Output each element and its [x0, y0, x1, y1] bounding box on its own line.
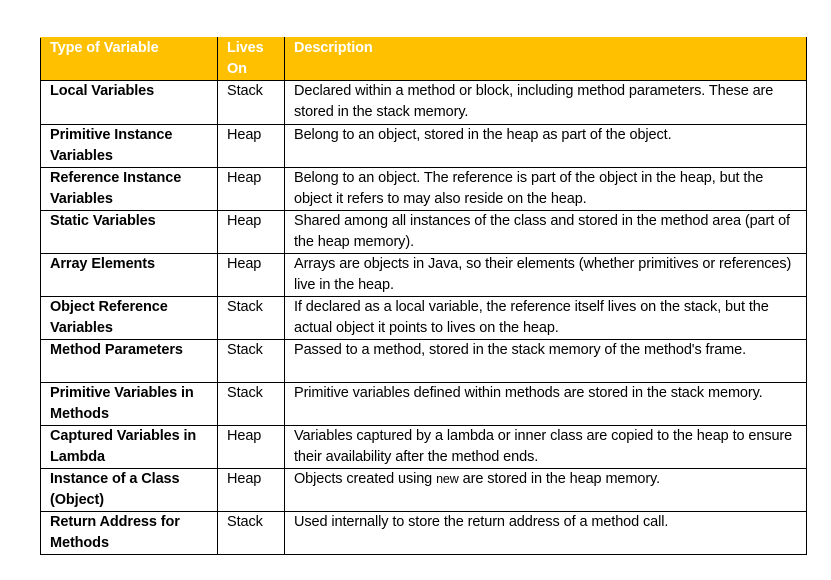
column-header-lives-on: Lives On	[218, 38, 285, 81]
lives-on-cell: Stack	[218, 383, 285, 426]
variable-type-cell: Instance of a Class (Object)	[41, 469, 218, 512]
table-header-row	[41, 38, 807, 81]
lives-on-cell: Heap	[218, 168, 285, 211]
lives-on-cell: Heap	[218, 426, 285, 469]
description-text: are stored in the heap memory.	[458, 471, 661, 487]
description-cell: Variables captured by a lambda or inner class are copied to the heap to ensure their availability after the method ends.	[285, 426, 807, 469]
description-cell: If declared as a local variable, the reference itself lives on the stack, but the actual object it points to lives on the heap.	[285, 297, 807, 340]
lives-on-cell: Stack	[218, 512, 285, 555]
lives-on-cell: Heap	[218, 125, 285, 168]
variable-type-cell: Method Parameters	[41, 340, 218, 383]
description-cell	[285, 469, 807, 512]
variable-type-cell: Return Address for Methods	[41, 512, 218, 555]
description-cell: Arrays are objects in Java, so their elements (whether primitives or references) live in the heap.	[285, 254, 807, 297]
description-cell: Belong to an object. The reference is part of the object in the heap, but the object it refers to may also reside on the heap.	[285, 168, 807, 211]
column-header-type: Type of Variable	[41, 38, 218, 81]
table-row	[41, 512, 807, 555]
variable-type-cell: Local Variables	[41, 81, 218, 125]
lives-on-cell: Stack	[218, 340, 285, 383]
variable-type-cell: Primitive Instance Variables	[41, 125, 218, 168]
variable-type-cell: Primitive Variables in Methods	[41, 383, 218, 426]
table-row	[41, 469, 807, 512]
column-header-description: Description	[285, 38, 807, 81]
variable-type-cell: Array Elements	[41, 254, 218, 297]
lives-on-cell: Heap	[218, 211, 285, 254]
description-cell: Used internally to store the return address of a method call.	[285, 512, 807, 555]
description-cell: Belong to an object, stored in the heap as part of the object.	[285, 125, 807, 168]
new-keyword: new	[436, 472, 459, 486]
description-cell: Passed to a method, stored in the stack memory of the method's frame.	[285, 340, 807, 383]
variable-storage-table	[40, 37, 807, 555]
description-cell: Declared within a method or block, including method parameters. These are stored in the stack memory.	[285, 81, 807, 125]
description-cell: Shared among all instances of the class and stored in the method area (part of the heap memory).	[285, 211, 807, 254]
table-row	[41, 383, 807, 426]
variable-storage-table-container	[40, 37, 807, 555]
table-row	[41, 340, 807, 383]
table-row	[41, 125, 807, 168]
description-text: Objects created using	[294, 471, 437, 487]
table-row	[41, 81, 807, 125]
lives-on-cell: Heap	[218, 469, 285, 512]
variable-type-cell: Static Variables	[41, 211, 218, 254]
table-row	[41, 168, 807, 211]
variable-type-cell: Object Reference Variables	[41, 297, 218, 340]
variable-type-cell: Captured Variables in Lambda	[41, 426, 218, 469]
table-row	[41, 297, 807, 340]
variable-type-cell: Reference Instance Variables	[41, 168, 218, 211]
table-row	[41, 254, 807, 297]
table-row	[41, 211, 807, 254]
lives-on-cell: Stack	[218, 297, 285, 340]
lives-on-cell: Heap	[218, 254, 285, 297]
table-row	[41, 426, 807, 469]
lives-on-cell: Stack	[218, 81, 285, 125]
description-cell: Primitive variables defined within methods are stored in the stack memory.	[285, 383, 807, 426]
